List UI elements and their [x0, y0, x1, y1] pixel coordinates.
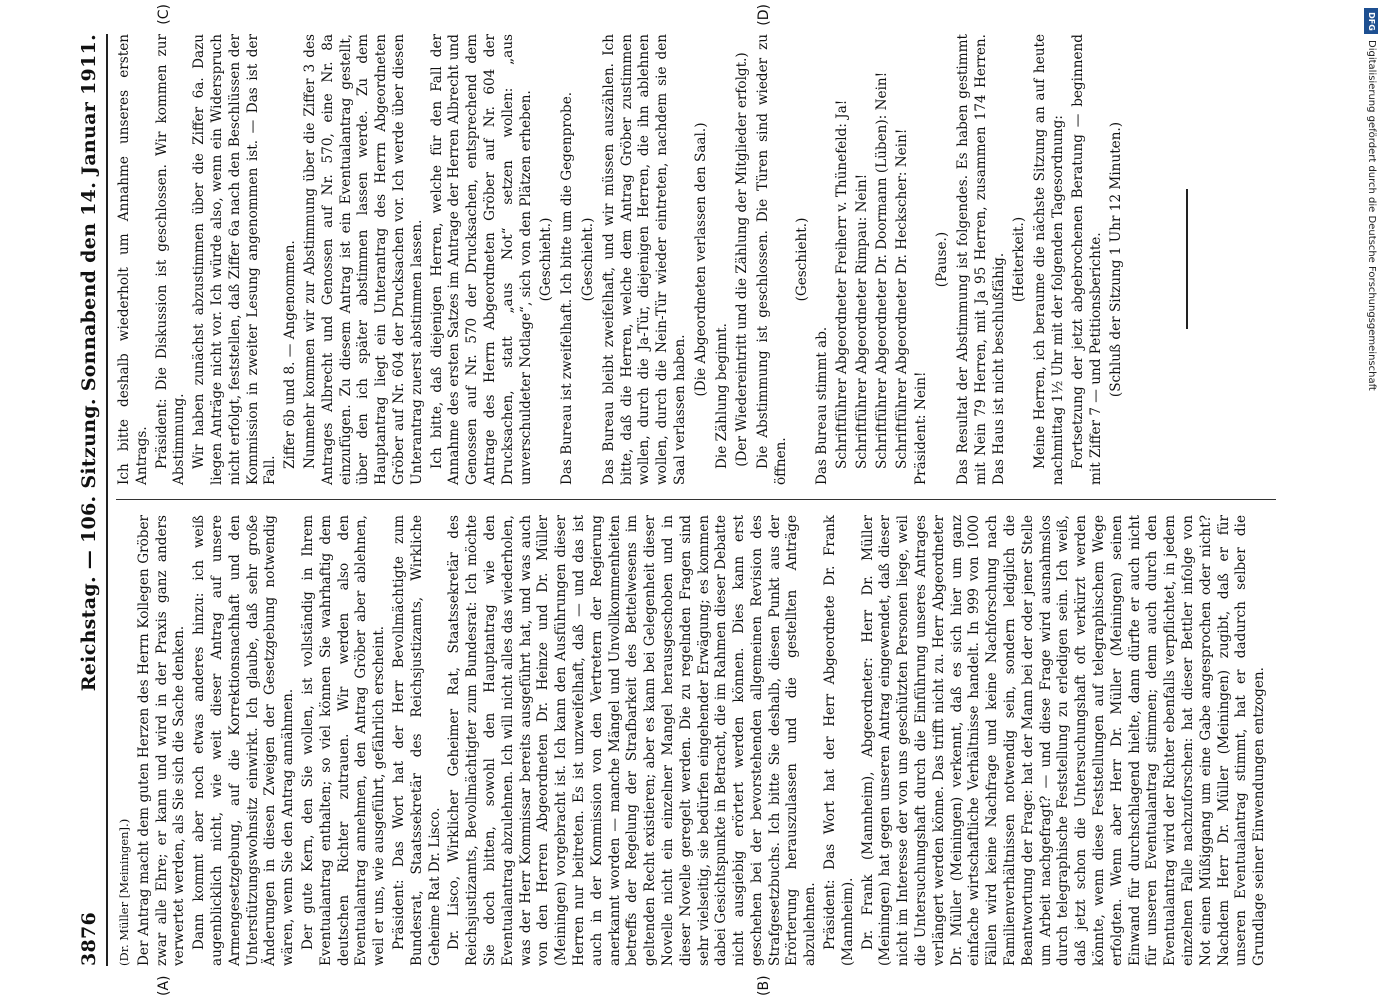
stage-direction: (Geschieht.) — [538, 217, 555, 302]
paragraph: Der Antrag macht dem guten Herzen des Herrn Kollegen Gröber zwar alle Ehre; er kann und wird in der Praxis ganz anders verwertet werden, als Sie sich die Sache denken. — [135, 515, 188, 966]
paragraph: Das Resultat der Abstimmung ist folgendes. Es haben gestimmt mit Nein 79 Herren, mit Ja 95 Herren, zusammen 174 Herren. Das Haus ist nicht beschlußfähig. — [955, 34, 1007, 485]
column-divider — [116, 499, 1276, 500]
paragraph: Meine Herren, ich beraume die nächste Sitzung an auf heute nachmittag 1½ Uhr mit der folgenden Tagesordnung: — [1032, 34, 1067, 485]
page-number: 3876 — [78, 911, 100, 966]
margin-marker-a: (A) — [156, 975, 172, 996]
session-end-note: (Schluß der Sitzung 1 Uhr 12 Minuten.) — [1108, 121, 1125, 398]
paragraph: Der gute Kern, den Sie wollen, ist vollständig in Ihrem Eventualantrag enthalten; so viel können Sie wahrhaftig dem deutschen Richter zutrauen. Wir werden also den Eventualantrag annehmen, den Antrag Gröber aber ablehnen, weil er uns, wie ausgeführt, gefährlich erscheint. — [299, 515, 388, 966]
paragraph: Dr. Lisco, Wirklicher Geheimer Rat, Staatssekretär des Reichsjustizamts, Bevollmächtigter zum Bundesrat: Ich möchte Sie doch bitten, sowohl den Hauptantrag wie den Eventualantrag abzulehnen. Ich will nicht alles das wiederholen, was der Herr Kommissar bereits ausgeführt hat, und was auch von den Herren Abgeordneten Dr. Heinze und Dr. Müller (Meiningen) vorgebracht ist. Ich kann den Ausführungen dieser Herren nur beitreten. Es ist unzweifelhaft, daß — und das ist auch in der Kommission von den Vertretern der Regierung anerkannt worden — manche Mängel und Unvollkommenheiten betreffs der Regelung der Strafbarkeit des Bettelwesens im geltenden Recht existieren; aber es kann bei Gelegenheit dieser Novelle nicht ein einzelner Mangel herausgeschoben und in dieser Novelle geregelt werden. Die zu regelnden Fragen sind sehr vielseitig, sie bedürfen eingehender Erwägung; es kommen dabei Gesichtspunkte in Betracht, die im Rahmen dieser Debatte nicht ausgiebig erörtert werden können. Dies kann erst geschehen bei der bevorstehenden allgemeinen Revision des Strafgesetzbuchs. Ich bitte Sie deshalb, diesen Punkt aus der Erörterung herauszulassen und die gestellten Anträge abzulehnen. — [446, 515, 819, 966]
rotated-document-page — [30, 0, 1340, 1000]
left-column — [116, 515, 1276, 996]
paragraph: Ich bitte deshalb wiederholt um Annahme unseres ersten Antrags. — [116, 34, 150, 485]
paragraph: Die Abstimmung ist geschlossen. Die Türen sind wieder zu öffnen. — [755, 34, 789, 485]
paragraph: Das Bureau bleibt zweifelhaft, und wir müssen auszählen. Ich bitte, daß die Herren, welche dem Antrag Gröber zustimmen wollen, durch die Ja-Tür, diejenigen Herren, die ihn ablehnen wollen, durch die Nein-Tür wieder eintreten, nachdem sie den Saal verlassen haben. — [600, 34, 688, 485]
paragraph: Schriftführer Abgeordneter Rimpau: Nein! — [854, 173, 871, 469]
paragraph: Ziffer 6b und 8. — Angenommen. — [282, 240, 299, 469]
paragraph: Schriftführer Abgeordneter Dr. Doormann (Lüben): Nein! — [873, 71, 890, 469]
paragraph: Das Bureau stimmt ab. — [814, 326, 831, 485]
paragraph: Präsident: Nein! — [913, 371, 930, 485]
paragraph: Präsident: Die Diskussion ist geschlossen. Wir kommen zur Abstimmung. — [153, 34, 188, 485]
paragraph: Ich bitte, daß diejenigen Herren, welche für den Fall der Annahme des ersten Satzes im Antrage der Herren Albrecht und Genossen auf Nr. 570 der Drucksachen, entsprechend dem Antrage des Herrn Abgeordneten Gröber auf Nr. 604 der Drucksachen, statt „aus Not“ setzen wollen: „aus unverschuldeter Notlage“, sich von den Plätzen erheben. — [428, 34, 534, 485]
paragraph: Präsident: Das Wort hat der Herr Bevollmächtigte zum Bundesrat, Staatssekretär des Reichsjustizamts, Wirkliche Geheime Rat Dr. Lisco. — [390, 515, 443, 966]
dfg-logo-icon: DFG — [1364, 8, 1378, 34]
credit-strip — [1359, 0, 1381, 1000]
paragraph: Dann kommt aber noch etwas anderes hinzu: ich weiß augenblicklich nicht, wie weit dieser Antrag auf unsere Armengesetzgebung, auf die Korrektionsnachhaft und den Unterstützungswohnsitz einwirkt. Ich glaube, daß sehr große Änderungen in diesen Zweigen der Gesetzgebung notwendig wären, wenn Sie den Antrag annähmen. — [191, 515, 297, 966]
page-title: Reichstag. — 106. Sitzung. Sonnabend den 14. Januar 1911. — [78, 34, 100, 692]
stage-direction: (Die Abgeordneten verlassen den Saal.) — [692, 122, 709, 397]
paragraph: Schriftführer Abgeordneter Dr. Heckscher: Nein! — [893, 128, 910, 469]
stage-direction: (Der Wiedereintritt und die Zählung der Mitglieder erfolgt.) — [734, 52, 751, 467]
stage-direction: (Pause.) — [934, 231, 951, 288]
paragraph: (Dr. Müller [Meiningen].) — [117, 818, 131, 966]
end-rule — [1186, 190, 1188, 330]
margin-marker-b: (B) — [756, 975, 772, 996]
margin-marker-c: (C) — [156, 4, 172, 25]
paragraph: Die Zählung beginnt. — [713, 323, 730, 469]
paragraph: Wir haben zunächst abzustimmen über die Ziffer 6a. Dazu liegen Anträge nicht vor. Ich würde also, wenn ein Widerspruch nicht erfolgt, feststellen, daß Ziffer 6a nach den Beschlüssen der Kommission in zweiter Lesung angenommen ist. — Das ist der Fall. — [191, 34, 279, 485]
paragraph: Schriftführer Abgeordneter Freiherr v. Thünefeld: Ja! — [834, 99, 851, 469]
stage-direction: (Geschieht.) — [793, 217, 810, 302]
stage-direction: (Geschieht.) — [579, 217, 596, 302]
margin-marker-d: (D) — [756, 4, 772, 26]
paragraph: Fortsetzung der jetzt abgebrochenen Beratung — beginnend mit Ziffer 7 — und Petitionsberichte. — [1069, 34, 1104, 485]
page-header — [78, 34, 108, 966]
digitization-credit: Digitalisierung gefördert durch die Deutsche Forschungsgemeinschaft — [1366, 40, 1377, 391]
paragraph: Nunmehr kommen wir zur Abstimmung über die Ziffer 3 des Antrages Albrecht und Genossen auf Nr. 570, eine Nr. 8a einzufügen. Zu diesem Antrag ist ein Eventualantrag gestellt, über den ich später abstimmen lassen werde. Zu dem Hauptantrag liegt ein Unterantrag des Herrn Abgeordneten Gröber auf Nr. 604 der Drucksachen vor. Ich werde über diesen Unterantrag zuerst abstimmen lassen. — [301, 34, 425, 485]
text-columns — [116, 4, 1276, 996]
right-column — [116, 4, 1276, 485]
paragraph: Dr. Frank (Mannheim), Abgeordneter: Herr Dr. Müller (Meiningen) hat gegen unseren Antrag eingewendet, daß dieser nicht im Interesse der von uns geschützten Personen liege, weil die Untersuchungshaft durch die Einführung unseres Antrages verlängert werden könne. Das trifft nicht zu. Herr Abgeordneter Dr. Müller (Meiningen) verkennt, daß es sich hier um ganz einfache wirtschaftliche Verhältnisse handelt. In 999 von 1000 Fällen wird keine Nachfrage und keine Nachforschung nach Familienverhältnissen notwendig sein, sondern lediglich die Beantwortung der Frage: hat der Mann bei der oder jener Stelle um Arbeit nachgefragt? — und diese Frage wird ausnahmslos durch telegraphische Feststellung zu erledigen sein. Ich weiß, daß jetzt schon die Untersuchungshaft oft verkürzt werden könnte, wenn diese Feststellungen auf telegraphischem Wege erfolgten. Wenn aber Herr Dr. Müller (Meiningen) seinen Einwand für durchschlagend hielte, dann dürfte er auch nicht für unseren Eventualantrag stimmen; denn auch durch den Eventualantrag wird der Richter ebenfalls verpflichtet, in jedem einzelnen Falle nachzuforschen: hat dieser Bettler infolge von Not einen Müßiggang um eine Gabe angesprochen oder nicht? Nachdem Herr Dr. Müller (Meiningen) zugibt, daß er für unseren Eventualantrag stimmt, hat er dadurch selber die Grundlage seiner Einwendungen entzogen. — [859, 515, 1268, 966]
stage-direction: (Heiterkeit.) — [1011, 216, 1028, 303]
paragraph: Das Bureau ist zweifelhaft. Ich bitte um die Gegenprobe. — [559, 91, 576, 485]
paragraph: Präsident: Das Wort hat der Herr Abgeordnete Dr. Frank (Mannheim). — [822, 515, 856, 966]
